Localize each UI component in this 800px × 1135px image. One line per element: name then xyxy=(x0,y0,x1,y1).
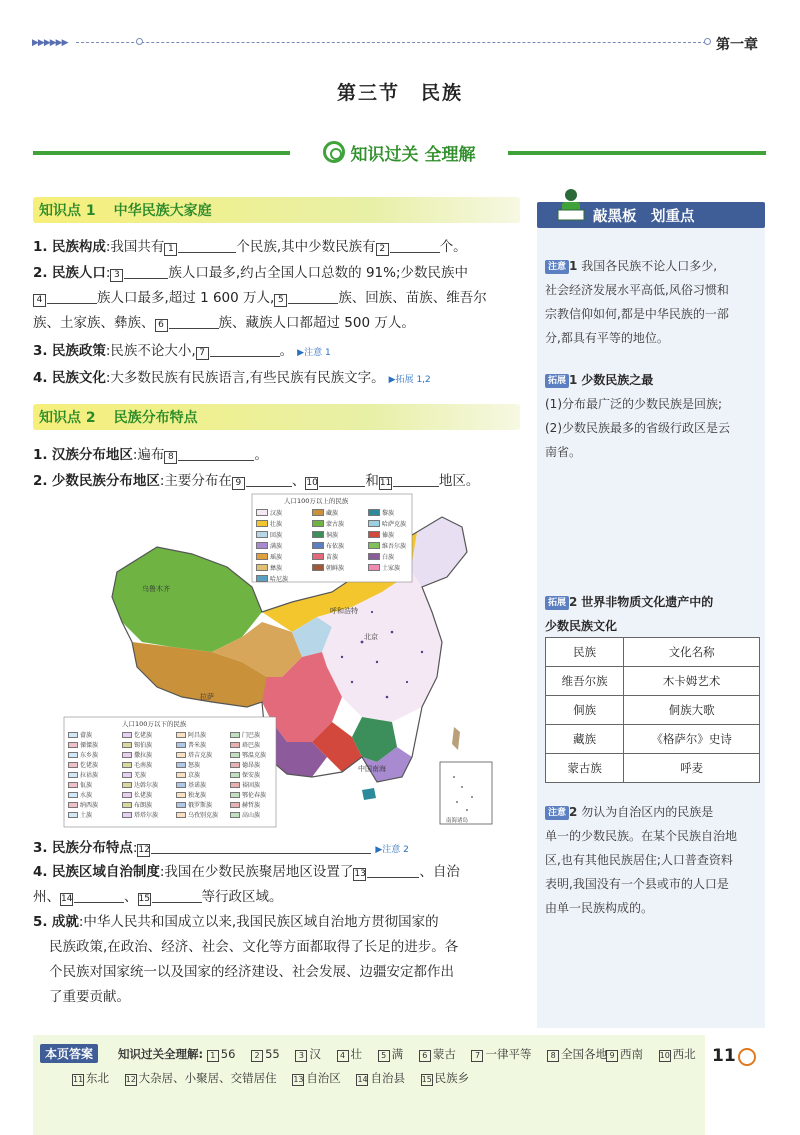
note-1: 注意 1 我国各民族不论人口多少, 社会经济发展水平高低,风俗习惯和 宗教信仰如何,都是中华民族的一部 分,都具有平等的地位。 xyxy=(545,259,729,345)
section-banner xyxy=(290,138,508,166)
legend-item xyxy=(68,790,116,799)
legend-swatch xyxy=(230,742,240,748)
legend-swatch xyxy=(368,520,380,527)
legend-swatch xyxy=(122,812,132,818)
legend-label: 土族 xyxy=(80,812,93,819)
legend-swatch xyxy=(176,802,186,808)
legend-item xyxy=(256,508,306,517)
blank-9[interactable] xyxy=(246,472,292,487)
table-header-cell: 民族 xyxy=(546,638,624,667)
legend-item xyxy=(122,780,170,789)
section-1-title: 中华民族大家庭 xyxy=(113,203,212,219)
legend-item xyxy=(122,740,170,749)
table-row xyxy=(546,667,760,696)
legend-label: 基诺族 xyxy=(188,782,207,789)
legend-swatch xyxy=(312,531,324,538)
legend-label: 侗族 xyxy=(326,532,339,539)
legend-swatch xyxy=(122,772,132,778)
legend-label: 高山族 xyxy=(242,812,261,819)
legend-item xyxy=(122,760,170,769)
legend-label: 佤族 xyxy=(80,782,93,789)
legend-swatch xyxy=(176,762,186,768)
table-cell: 维吾尔族 xyxy=(546,667,624,696)
item-achievement: 5. 成就:中华人民共和国成立以来,我国民族区域自治地方贯彻国家的 民族政策,在政治、经济、社会、文化等方面都取得了长足的进步。各 个民族对国家统一以及国家的经济建设、社会发展、边疆安定都作出 了重要贡献。 xyxy=(33,914,459,1005)
legend-label: 朝鲜族 xyxy=(326,565,345,572)
intangible-heritage-table xyxy=(545,637,760,783)
legend-label: 保安族 xyxy=(242,772,261,779)
legend-swatch xyxy=(176,792,186,798)
banner-line-right xyxy=(508,151,766,155)
blank-14[interactable] xyxy=(74,888,124,903)
map-label-sea: 中国南海 xyxy=(358,765,386,773)
legend-label: 普米族 xyxy=(188,742,207,749)
table-cell: 《格萨尔》史诗 xyxy=(624,725,760,754)
legend-item xyxy=(176,790,224,799)
note-2: 注意 2 勿认为自治区内的民族是 单一的少数民族。在某个民族自治地 区,也有其他民族居住;人口普查资料 表明,我国没有一个县或市的人口是 由单一民族构成的。 xyxy=(545,805,738,915)
table-cell: 呼麦 xyxy=(624,754,760,783)
legend-label: 达斡尔族 xyxy=(134,782,159,789)
legend-item xyxy=(312,530,362,539)
legend-label: 鄂温克族 xyxy=(242,752,267,759)
legend-label: 乌孜别克族 xyxy=(188,812,219,819)
page-title: 第三节 民族 xyxy=(336,82,463,104)
legend-top-title: 人口100万以上的民族 xyxy=(284,497,349,505)
legend-item xyxy=(368,530,418,539)
legend-item xyxy=(176,800,224,809)
legend-swatch xyxy=(122,762,132,768)
legend-label: 撒拉族 xyxy=(134,752,153,759)
legend-label: 藏族 xyxy=(326,510,339,517)
legend-label: 彝族 xyxy=(270,565,283,572)
legend-swatch xyxy=(176,742,186,748)
legend-item xyxy=(368,563,418,572)
legend-swatch xyxy=(312,520,324,527)
legend-swatch xyxy=(256,531,268,538)
legend-swatch xyxy=(312,553,324,560)
legend-label: 哈尼族 xyxy=(270,576,289,583)
legend-label: 裕固族 xyxy=(242,782,261,789)
table-row xyxy=(546,725,760,754)
legend-swatch xyxy=(256,509,268,516)
legend-item xyxy=(176,740,224,749)
section-2-number: 知识点 2 xyxy=(39,410,96,426)
table-cell: 木卡姆艺术 xyxy=(624,667,760,696)
legend-label: 鄂伦春族 xyxy=(242,792,267,799)
legend-label: 满族 xyxy=(270,543,283,550)
section-2-header xyxy=(33,404,520,430)
legend-item xyxy=(230,790,278,799)
blank-3[interactable] xyxy=(124,264,168,279)
legend-item xyxy=(176,770,224,779)
answers-line-1b: 9 西南 10 西北 xyxy=(606,1046,696,1062)
extension-ref[interactable]: ▶拓展 1,2 xyxy=(388,375,431,385)
legend-swatch xyxy=(256,564,268,571)
legend-swatch xyxy=(256,542,268,549)
item-population: 2. 民族人口: 3 族人口最多,约占全国人口总数的 91%;少数民族中 4 族人口最多,超过 1 600 万人, 5 族、回族、苗族、维吾尔 族、土家族、彝族、 6 族、藏族人口都超过 500 万人。 xyxy=(33,265,487,331)
sidebar-title: 敲黑板 划重点 xyxy=(537,202,765,228)
legend-label: 京族 xyxy=(188,772,201,779)
legend-swatch xyxy=(122,802,132,808)
legend-swatch xyxy=(122,732,132,738)
blank-8[interactable] xyxy=(178,446,254,461)
legend-label: 拉祜族 xyxy=(80,772,99,779)
legend-label: 黎族 xyxy=(382,510,395,517)
teacher-icon xyxy=(556,188,586,226)
blank-1[interactable] xyxy=(178,238,236,253)
legend-swatch xyxy=(68,762,78,768)
legend-item xyxy=(368,541,418,550)
legend-swatch xyxy=(256,520,268,527)
legend-item xyxy=(230,770,278,779)
legend-label: 塔吉克族 xyxy=(188,752,213,759)
legend-label: 苗族 xyxy=(326,554,339,561)
legend-item xyxy=(68,750,116,759)
legend-swatch xyxy=(230,772,240,778)
legend-item xyxy=(230,780,278,789)
legend-item xyxy=(68,730,116,739)
legend-label: 壮族 xyxy=(270,521,283,528)
note-ref-2[interactable]: ▶注意 2 xyxy=(375,845,409,855)
legend-label: 赫哲族 xyxy=(242,802,261,809)
legend-item xyxy=(312,563,362,572)
table-row xyxy=(546,696,760,725)
legend-label: 珞巴族 xyxy=(242,742,261,749)
legend-item xyxy=(312,541,362,550)
legend-label: 羌族 xyxy=(134,772,147,779)
legend-item xyxy=(230,800,278,809)
item-regional-autonomy: 4. 民族区域自治制度:我国在少数民族聚居地区设置了13 、自治 州、14 、15 等行政区域。 xyxy=(33,864,460,905)
legend-swatch xyxy=(122,742,132,748)
legend-swatch xyxy=(230,752,240,758)
legend-item xyxy=(256,519,306,528)
legend-label: 瑶族 xyxy=(270,554,283,561)
legend-item xyxy=(122,730,170,739)
map-label-urumqi: 乌鲁木齐 xyxy=(142,585,170,593)
spiral-icon xyxy=(323,141,345,163)
legend-label: 门巴族 xyxy=(242,732,261,739)
blank-15[interactable] xyxy=(152,888,202,903)
legend-label: 毛南族 xyxy=(134,762,153,769)
page-number-icon xyxy=(738,1048,756,1066)
legend-label: 怒族 xyxy=(188,762,201,769)
legend-item xyxy=(68,810,116,819)
legend-item xyxy=(68,770,116,779)
map-label-nanhai: 南海诸岛 xyxy=(446,818,469,824)
blank-11[interactable] xyxy=(393,472,439,487)
legend-swatch xyxy=(368,553,380,560)
legend-label: 白族 xyxy=(382,554,395,561)
legend-swatch xyxy=(176,752,186,758)
legend-item xyxy=(176,780,224,789)
legend-label: 俄罗斯族 xyxy=(188,802,213,809)
answers-tag: 本页答案 xyxy=(40,1044,98,1063)
legend-swatch xyxy=(230,762,240,768)
legend-label: 土家族 xyxy=(382,565,401,572)
legend-item xyxy=(230,740,278,749)
table-cell: 蒙古族 xyxy=(546,754,624,783)
extension-2: 拓展 2 世界非物质文化遗产中的 少数民族文化 xyxy=(545,595,714,633)
blank-5[interactable] xyxy=(288,289,338,304)
legend-item xyxy=(68,740,116,749)
legend-swatch xyxy=(122,752,132,758)
item-policy: 3. 民族政策:民族不论大小, 7 。 ▶注意 1 xyxy=(33,343,331,359)
legend-top xyxy=(256,508,418,583)
legend-label: 汉族 xyxy=(270,510,283,517)
legend-item xyxy=(230,810,278,819)
table-header-cell: 文化名称 xyxy=(624,638,760,667)
section-2-title: 民族分布特点 xyxy=(113,410,198,426)
blank-2[interactable] xyxy=(390,238,440,253)
legend-label: 维吾尔族 xyxy=(382,543,407,550)
table-header-row xyxy=(546,638,760,667)
legend-label: 回族 xyxy=(270,532,283,539)
legend-swatch xyxy=(122,782,132,788)
table-cell: 藏族 xyxy=(546,725,624,754)
legend-label: 仡佬族 xyxy=(134,732,153,739)
legend-swatch xyxy=(176,732,186,738)
table-cell: 侗族大歌 xyxy=(624,696,760,725)
legend-swatch xyxy=(68,742,78,748)
legend-item xyxy=(176,730,224,739)
legend-item xyxy=(176,750,224,759)
legend-label: 畲族 xyxy=(80,732,93,739)
legend-swatch xyxy=(312,509,324,516)
legend-item xyxy=(368,508,418,517)
chapter-label: 第一章 xyxy=(716,37,758,53)
legend-label: 仡佬族 xyxy=(80,762,99,769)
item-distribution-feature: 3. 民族分布特点:12 ▶注意 2 xyxy=(33,840,409,856)
blank-7[interactable] xyxy=(210,342,280,357)
legend-label: 水族 xyxy=(80,792,93,799)
legend-swatch xyxy=(68,792,78,798)
legend-swatch xyxy=(312,564,324,571)
legend-swatch xyxy=(68,732,78,738)
map-label-lhasa: 拉萨 xyxy=(200,693,214,701)
legend-label: 傈僳族 xyxy=(80,742,99,749)
legend-swatch xyxy=(68,812,78,818)
extension-1: 拓展 1 少数民族之最 (1)分布最广泛的少数民族是回族; (2)少数民族最多的省级行政区是云 南省。 xyxy=(545,373,730,459)
header-dot xyxy=(136,38,143,45)
legend-swatch xyxy=(176,812,186,818)
legend-swatch xyxy=(368,531,380,538)
legend-swatch xyxy=(176,782,186,788)
item-culture: 4. 民族文化:大多数民族有民族语言,有些民族有民族文字。 ▶拓展 1,2 xyxy=(33,370,431,386)
legend-label: 塔塔尔族 xyxy=(134,812,159,819)
legend-swatch xyxy=(368,542,380,549)
blank-12[interactable] xyxy=(151,839,371,854)
item-population-composition: 1. 民族构成:我国共有 1 个民族,其中少数民族有 2 个。 xyxy=(33,239,467,255)
legend-item xyxy=(122,800,170,809)
page-number: 11 xyxy=(712,1046,736,1066)
legend-bottom-title: 人口100万以下的民族 xyxy=(122,720,187,728)
extension-1-tag: 拓展 xyxy=(545,374,569,388)
legend-item xyxy=(230,730,278,739)
legend-label: 锡伯族 xyxy=(134,742,153,749)
legend-label: 哈萨克族 xyxy=(382,521,407,528)
legend-item xyxy=(312,552,362,561)
note-2-tag: 注意 xyxy=(545,806,569,820)
legend-swatch xyxy=(256,553,268,560)
legend-item xyxy=(256,574,306,583)
answers-line-2: 11 东北 12 大杂居、小聚居、交错居住 13 自治区 14 自治县 15 民族乡 xyxy=(73,1071,470,1085)
blank-4[interactable] xyxy=(47,289,97,304)
legend-swatch xyxy=(312,542,324,549)
legend-swatch xyxy=(68,782,78,788)
extension-2-tag: 拓展 xyxy=(545,596,569,610)
note-ref[interactable]: ▶注意 1 xyxy=(297,348,331,358)
legend-swatch xyxy=(256,575,268,582)
legend-item xyxy=(68,800,116,809)
blank-6[interactable] xyxy=(169,314,219,329)
legend-swatch xyxy=(230,802,240,808)
section-1-number: 知识点 1 xyxy=(39,203,96,219)
map-label-hohhot: 呼和浩特 xyxy=(330,607,358,615)
legend-item xyxy=(122,750,170,759)
legend-item xyxy=(368,519,418,528)
legend-item xyxy=(68,760,116,769)
legend-item xyxy=(68,780,116,789)
header-dot xyxy=(704,38,711,45)
legend-swatch xyxy=(230,812,240,818)
answers-line-1: 知识过关全理解: 1 56 2 55 3 汉 4 壮 5 满 6 蒙古 7 一律平等 8 全国各地 xyxy=(118,1047,608,1061)
legend-swatch xyxy=(122,792,132,798)
legend-swatch xyxy=(68,802,78,808)
item-han-distribution: 1. 汉族分布地区:遍布 8 。 xyxy=(33,447,268,463)
legend-item xyxy=(256,541,306,550)
header-divider xyxy=(76,42,706,43)
legend-item xyxy=(256,563,306,572)
legend-label: 德昂族 xyxy=(242,762,261,769)
section-1-header xyxy=(33,197,520,223)
blank-10[interactable] xyxy=(319,472,365,487)
legend-label: 独龙族 xyxy=(188,792,207,799)
legend-item xyxy=(256,530,306,539)
map-label-beijing: 北京 xyxy=(364,633,378,641)
legend-swatch xyxy=(368,509,380,516)
legend-item xyxy=(176,760,224,769)
legend-bottom xyxy=(68,730,278,819)
legend-label: 蒙古族 xyxy=(326,521,345,528)
legend-swatch xyxy=(68,752,78,758)
legend-swatch xyxy=(68,772,78,778)
legend-item xyxy=(122,810,170,819)
legend-item xyxy=(256,552,306,561)
legend-label: 布朗族 xyxy=(134,802,153,809)
legend-item xyxy=(230,750,278,759)
legend-item xyxy=(176,810,224,819)
banner-title: 知识过关 全理解 xyxy=(350,144,476,165)
legend-label: 傣族 xyxy=(382,532,395,539)
legend-swatch xyxy=(230,782,240,788)
legend-label: 纳西族 xyxy=(80,802,99,809)
legend-item xyxy=(230,760,278,769)
item-minority-distribution: 2. 少数民族分布地区:主要分布在 9 、10 和11 地区。 xyxy=(33,473,480,489)
note-1-tag: 注意 xyxy=(545,260,569,274)
banner-line-left xyxy=(33,151,291,155)
legend-swatch xyxy=(230,792,240,798)
legend-item xyxy=(312,508,362,517)
legend-swatch xyxy=(176,772,186,778)
legend-label: 阿昌族 xyxy=(188,732,207,739)
legend-swatch xyxy=(368,564,380,571)
ethnic-distribution-map xyxy=(62,492,502,832)
table-row xyxy=(546,754,760,783)
header-arrows: ▶▶▶▶▶▶ xyxy=(32,38,68,48)
legend-label: 布依族 xyxy=(326,543,345,550)
legend-label: 仫佬族 xyxy=(134,792,153,799)
blank-13[interactable] xyxy=(367,863,419,878)
legend-swatch xyxy=(230,732,240,738)
legend-item xyxy=(122,790,170,799)
table-cell: 侗族 xyxy=(546,696,624,725)
legend-label: 东乡族 xyxy=(80,752,99,759)
legend-item xyxy=(312,519,362,528)
legend-item xyxy=(122,770,170,779)
legend-item xyxy=(368,552,418,561)
